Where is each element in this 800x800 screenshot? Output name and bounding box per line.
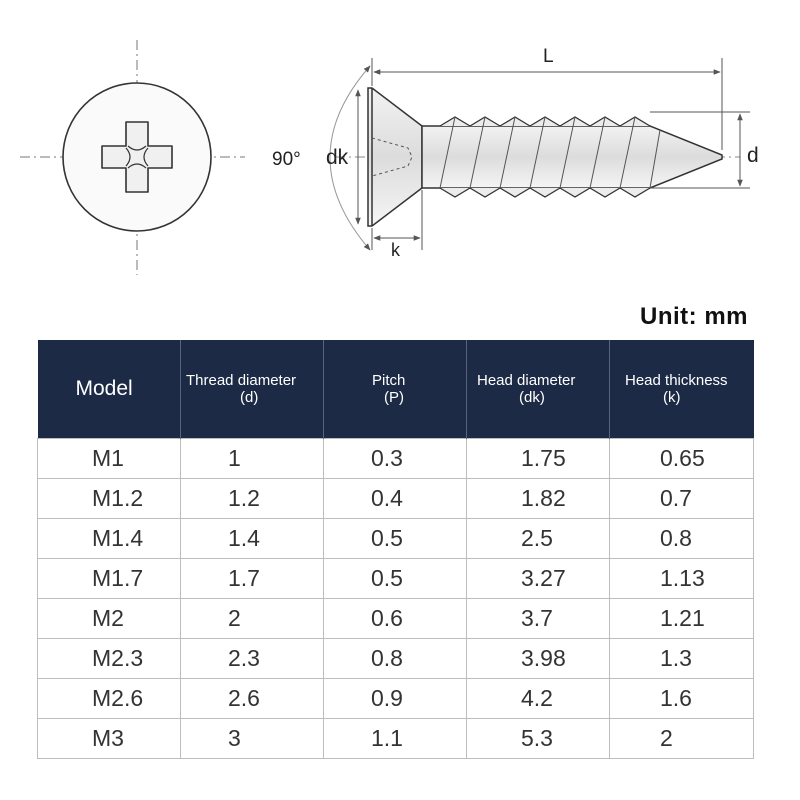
cell-pitch: 0.9	[324, 679, 467, 719]
cell-head-thickness: 0.7	[610, 479, 754, 519]
cell-head-diameter: 1.82	[467, 479, 610, 519]
cell-head-thickness: 1.3	[610, 639, 754, 679]
cell-pitch: 0.5	[324, 519, 467, 559]
cell-head-thickness: 1.6	[610, 679, 754, 719]
screw-dimension-diagram	[0, 0, 800, 290]
cell-head-thickness: 2	[610, 719, 754, 759]
header-model: Model	[38, 340, 181, 439]
cell-pitch: 0.4	[324, 479, 467, 519]
cell-pitch: 0.8	[324, 639, 467, 679]
k-label: k	[391, 240, 400, 260]
cell-head-thickness: 1.21	[610, 599, 754, 639]
L-label: L	[543, 46, 554, 67]
cell-model: M3	[38, 719, 181, 759]
cell-thread-diameter: 1.7	[181, 559, 324, 599]
cell-head-diameter: 3.98	[467, 639, 610, 679]
cell-head-diameter: 5.3	[467, 719, 610, 759]
cell-model: M1.2	[38, 479, 181, 519]
cell-model: M1.7	[38, 559, 181, 599]
cell-head-diameter: 3.27	[467, 559, 610, 599]
cell-head-diameter: 4.2	[467, 679, 610, 719]
table-row	[38, 439, 754, 479]
angle-label: 90°	[272, 149, 301, 170]
table-row	[38, 599, 754, 639]
cell-model: M1	[38, 439, 181, 479]
header-pitch: Pitch (P)	[324, 340, 467, 439]
spec-table	[37, 340, 754, 759]
d-label: d	[747, 144, 759, 167]
cell-thread-diameter: 1	[181, 439, 324, 479]
cell-thread-diameter: 1.4	[181, 519, 324, 559]
cell-model: M2.3	[38, 639, 181, 679]
cell-head-diameter: 2.5	[467, 519, 610, 559]
screw-side-view	[335, 88, 740, 226]
header-head-diameter: Head diameter (dk)	[467, 340, 610, 439]
screw-head-top-view	[20, 40, 245, 275]
header-thread-diameter: Thread diameter (d)	[181, 340, 324, 439]
cell-thread-diameter: 2.6	[181, 679, 324, 719]
cell-model: M1.4	[38, 519, 181, 559]
cell-head-thickness: 0.8	[610, 519, 754, 559]
unit-label: Unit: mm	[640, 303, 748, 330]
table-row	[38, 679, 754, 719]
dk-label: dk	[326, 146, 349, 169]
cell-model: M2.6	[38, 679, 181, 719]
table-row	[38, 559, 754, 599]
table-row	[38, 479, 754, 519]
cell-model: M2	[38, 599, 181, 639]
cell-head-thickness: 0.65	[610, 439, 754, 479]
cell-thread-diameter: 3	[181, 719, 324, 759]
header-head-thickness: Head thickness (k)	[610, 340, 754, 439]
cell-thread-diameter: 1.2	[181, 479, 324, 519]
table-row	[38, 719, 754, 759]
table-row	[38, 639, 754, 679]
table-row	[38, 519, 754, 559]
cell-head-diameter: 3.7	[467, 599, 610, 639]
cell-thread-diameter: 2	[181, 599, 324, 639]
cell-pitch: 1.1	[324, 719, 467, 759]
cell-pitch: 0.3	[324, 439, 467, 479]
cell-pitch: 0.5	[324, 559, 467, 599]
cell-head-thickness: 1.13	[610, 559, 754, 599]
cell-pitch: 0.6	[324, 599, 467, 639]
cell-head-diameter: 1.75	[467, 439, 610, 479]
table-header-row	[38, 340, 754, 439]
cell-thread-diameter: 2.3	[181, 639, 324, 679]
